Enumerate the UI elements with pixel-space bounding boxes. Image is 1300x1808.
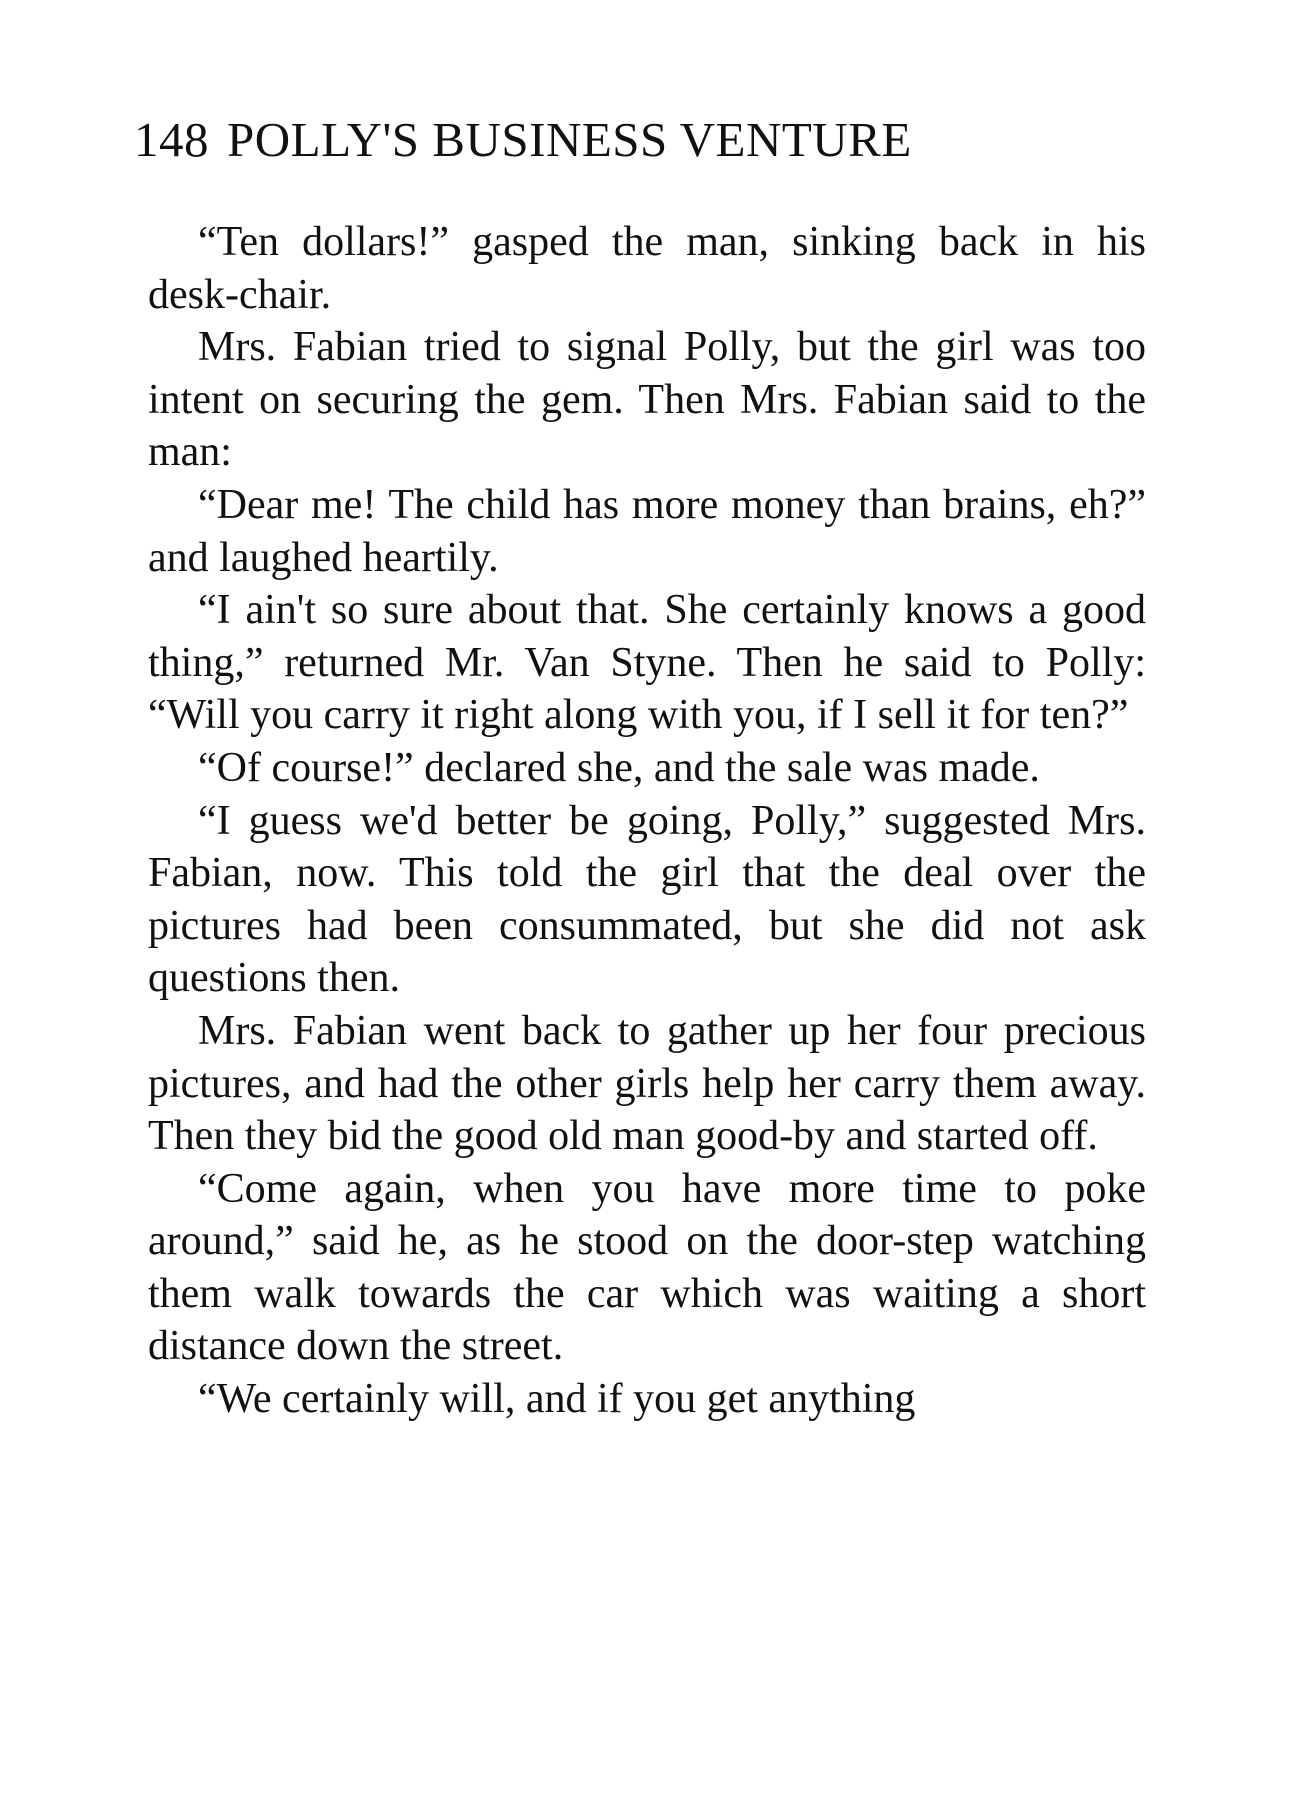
- paragraph-dear-me: “Dear me! The child has more money than brains, eh?” and laughed heartily.: [148, 481, 1146, 581]
- running-head: [134, 110, 1144, 170]
- paragraph-not-so-sure: “I ain't so sure about that. She certainly knows a good thing,” returned Mr. Van Styne. Then he said to Polly: “Will you carry it right along with you, if I sell it for ten?”: [148, 587, 1146, 739]
- body-text: [148, 216, 1146, 1426]
- paragraph-ten-dollars: “Ten dollars!” gasped the man, sinking back in his desk-chair.: [148, 219, 1146, 318]
- page-number: 148: [134, 112, 209, 167]
- paragraph-come-again: “Come again, when you have more time to poke around,” said he, as he stood on the door-step watching them walk towards the car which was waiting a short distance down the street.: [148, 1165, 1146, 1370]
- paragraph-of-course: “Of course!” declared she, and the sale was made.: [198, 744, 1040, 791]
- paragraph-gather-pictures: Mrs. Fabian went back to gather up her four precious pictures, and had the other girls help her carry them away. Then they bid the good old man good-by and started off.: [148, 1007, 1146, 1160]
- paragraph-certainly-will: “We certainly will, and if you get anything: [198, 1376, 916, 1423]
- paragraph-signal-polly: Mrs. Fabian tried to signal Polly, but the girl was too intent on securing the gem. Then Mrs. Fabian said to the man:: [148, 324, 1146, 476]
- running-title: POLLY'S BUSINESS VENTURE: [227, 112, 912, 167]
- paragraph-better-be-going: “I guess we'd better be going, Polly,” suggested Mrs. Fabian, now. This told the girl that the deal over the pictures had been consummated, but she did not ask questions then.: [148, 797, 1146, 1002]
